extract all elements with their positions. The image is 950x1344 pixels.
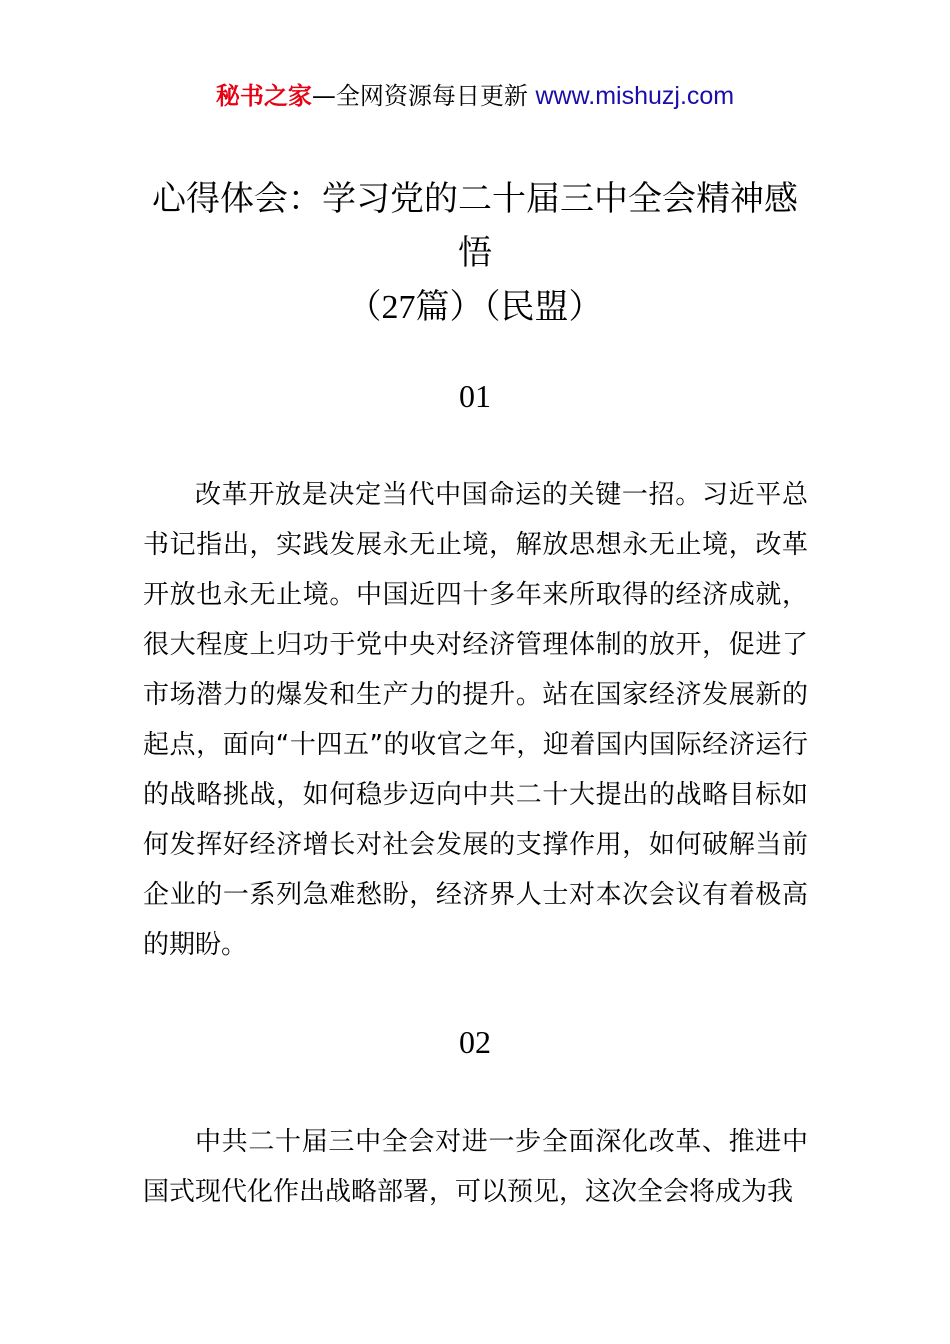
article-count: 27 xyxy=(381,289,416,326)
document-title xyxy=(100,172,850,335)
section-1-paragraph: 改革开放是决定当代中国命运的关键一招。习近平总书记指出，实践发展永无止境，解放思想永无止境，改革开放也永无止境。中国近四十多年来所取得的经济成就，很大程度上归功于党中央对经济管理体制的放开，促进了市场潜力的爆发和生产力的提升。站在国家经济发展新的起点，面向“十四五”的收官之年，迎着国内国际经济运行的战略挑战，如何稳步迈向中共二十大提出的战略目标如何发挥好经济增长对社会发展的支撑作用，如何破解当前企业的一系列急难愁盼，经济界人士对本次会议有着极高的期盼。 xyxy=(143,480,808,960)
section-number-1: 01 xyxy=(459,378,491,414)
title-open-paren: （ xyxy=(347,287,382,327)
site-banner xyxy=(0,80,950,112)
site-name: 秘书之家 xyxy=(215,82,312,110)
title-line-1: 心得体会：学习党的二十届三中全会精神感 xyxy=(152,179,798,219)
site-tagline: —全网资源每日更新 xyxy=(311,82,536,110)
title-suffix: 篇）（民盟） xyxy=(415,287,603,327)
section-2-paragraph: 中共二十届三中全会对进一步全面深化改革、推进中国式现代化作出战略部署，可以预见，这次全会将成为我 xyxy=(143,1127,808,1207)
section-number-2: 02 xyxy=(459,1024,491,1060)
title-line-3 xyxy=(100,280,850,335)
title-line-2: 悟 xyxy=(458,233,492,273)
site-url-link[interactable]: www.mishuzj.com xyxy=(535,82,735,110)
